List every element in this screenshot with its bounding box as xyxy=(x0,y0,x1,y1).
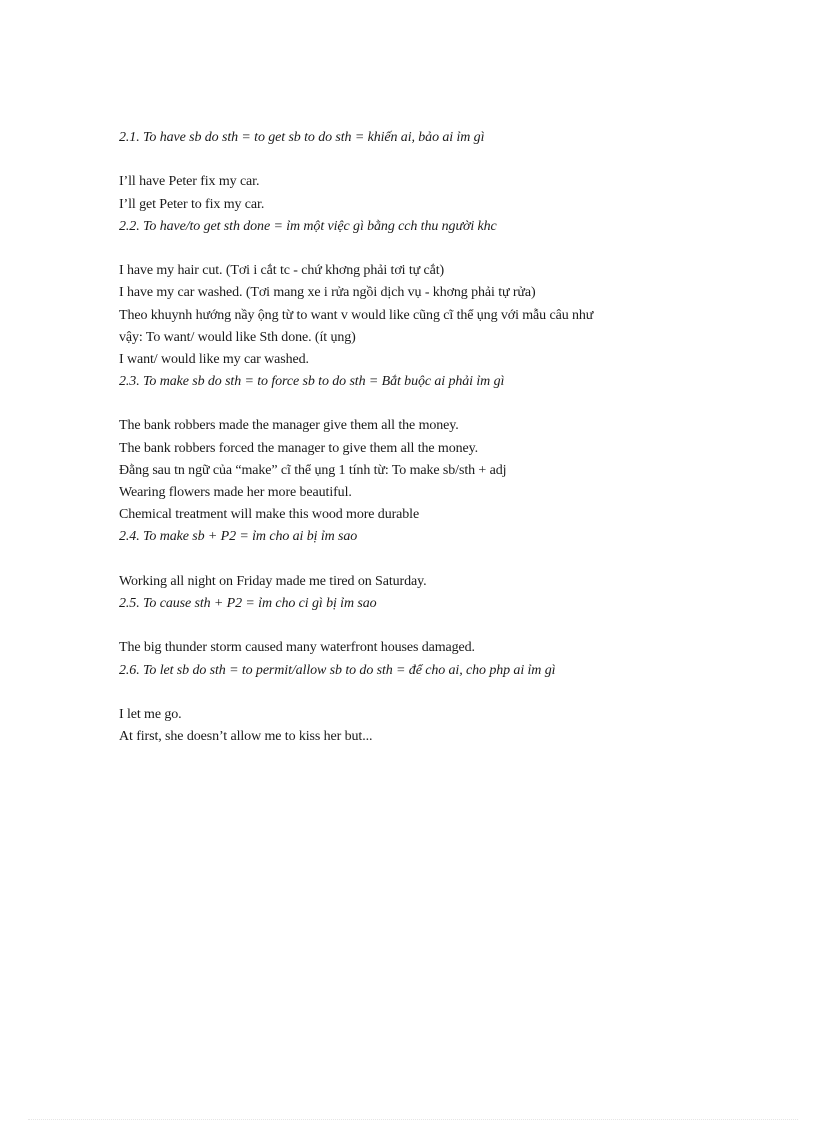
section-heading: 2.1. To have sb do sth = to get sb to do sth = khiến ai, bảo ai ỉm gì xyxy=(119,130,485,145)
text-line: At first, she doesn’t allow me to kiss her but... xyxy=(119,729,373,745)
section-heading: 2.2. To have/to get sth done = ỉm một việc gì bằng cch thu người khc xyxy=(119,218,497,234)
section-heading: 2.6. To let sb do sth = to permit/allow sb to do sth = để cho ai, cho php ai ỉm gì xyxy=(119,662,556,678)
text-line: Working all night on Friday made me tired on Saturday. xyxy=(119,573,427,589)
blank-line xyxy=(119,393,719,415)
blank-line xyxy=(119,238,719,260)
text-line: I let me go. xyxy=(119,706,182,722)
text-line: I want/ would like my car washed. xyxy=(119,351,309,367)
text-line: I’ll have Peter fix my car. xyxy=(119,174,260,190)
blank-line xyxy=(119,682,719,704)
text-line: Wearing flowers made her more beautiful. xyxy=(119,485,352,500)
text-line: I have my hair cut. (Tơi i cắt tc - chứ khơng phải tơi tự cắt) xyxy=(119,263,445,279)
page-bottom-divider xyxy=(28,1119,798,1120)
document-body xyxy=(119,127,719,748)
blank-line xyxy=(119,549,719,571)
section-heading: 2.4. To make sb + P2 = ỉm cho ai bị ỉm sao xyxy=(119,529,358,545)
text-line: I have my car washed. (Tơi mang xe i rửa ngồi dịch vụ - khơng phải tự rửa) xyxy=(119,285,536,301)
text-line: The bank robbers made the manager give them all the money. xyxy=(119,418,459,434)
blank-line xyxy=(119,615,719,637)
text-line: I’ll get Peter to fix my car. xyxy=(119,196,265,212)
section-heading: 2.3. To make sb do sth = to force sb to do sth = Bắt buộc ai phải ỉm gì xyxy=(119,374,505,390)
text-line: vậy: To want/ would like Sth done. (ít ụng) xyxy=(119,329,356,345)
section-heading: 2.5. To cause sth + P2 = ỉm cho ci gì bị ỉm sao xyxy=(119,595,377,611)
text-line: The bank robbers forced the manager to give them all the money. xyxy=(119,440,478,456)
text-line: Đằng sau tn ngữ của “make” cĩ thể ụng 1 tính từ: To make sb/sth + adj xyxy=(119,462,507,478)
text-line: Theo khuynh hướng nầy ộng từ to want v would like cũng cĩ thể ụng với mẫu câu như xyxy=(119,307,594,323)
blank-line xyxy=(119,149,719,171)
text-line: The big thunder storm caused many waterfront houses damaged. xyxy=(119,640,475,656)
text-line: Chemical treatment will make this wood more durable xyxy=(119,507,420,523)
